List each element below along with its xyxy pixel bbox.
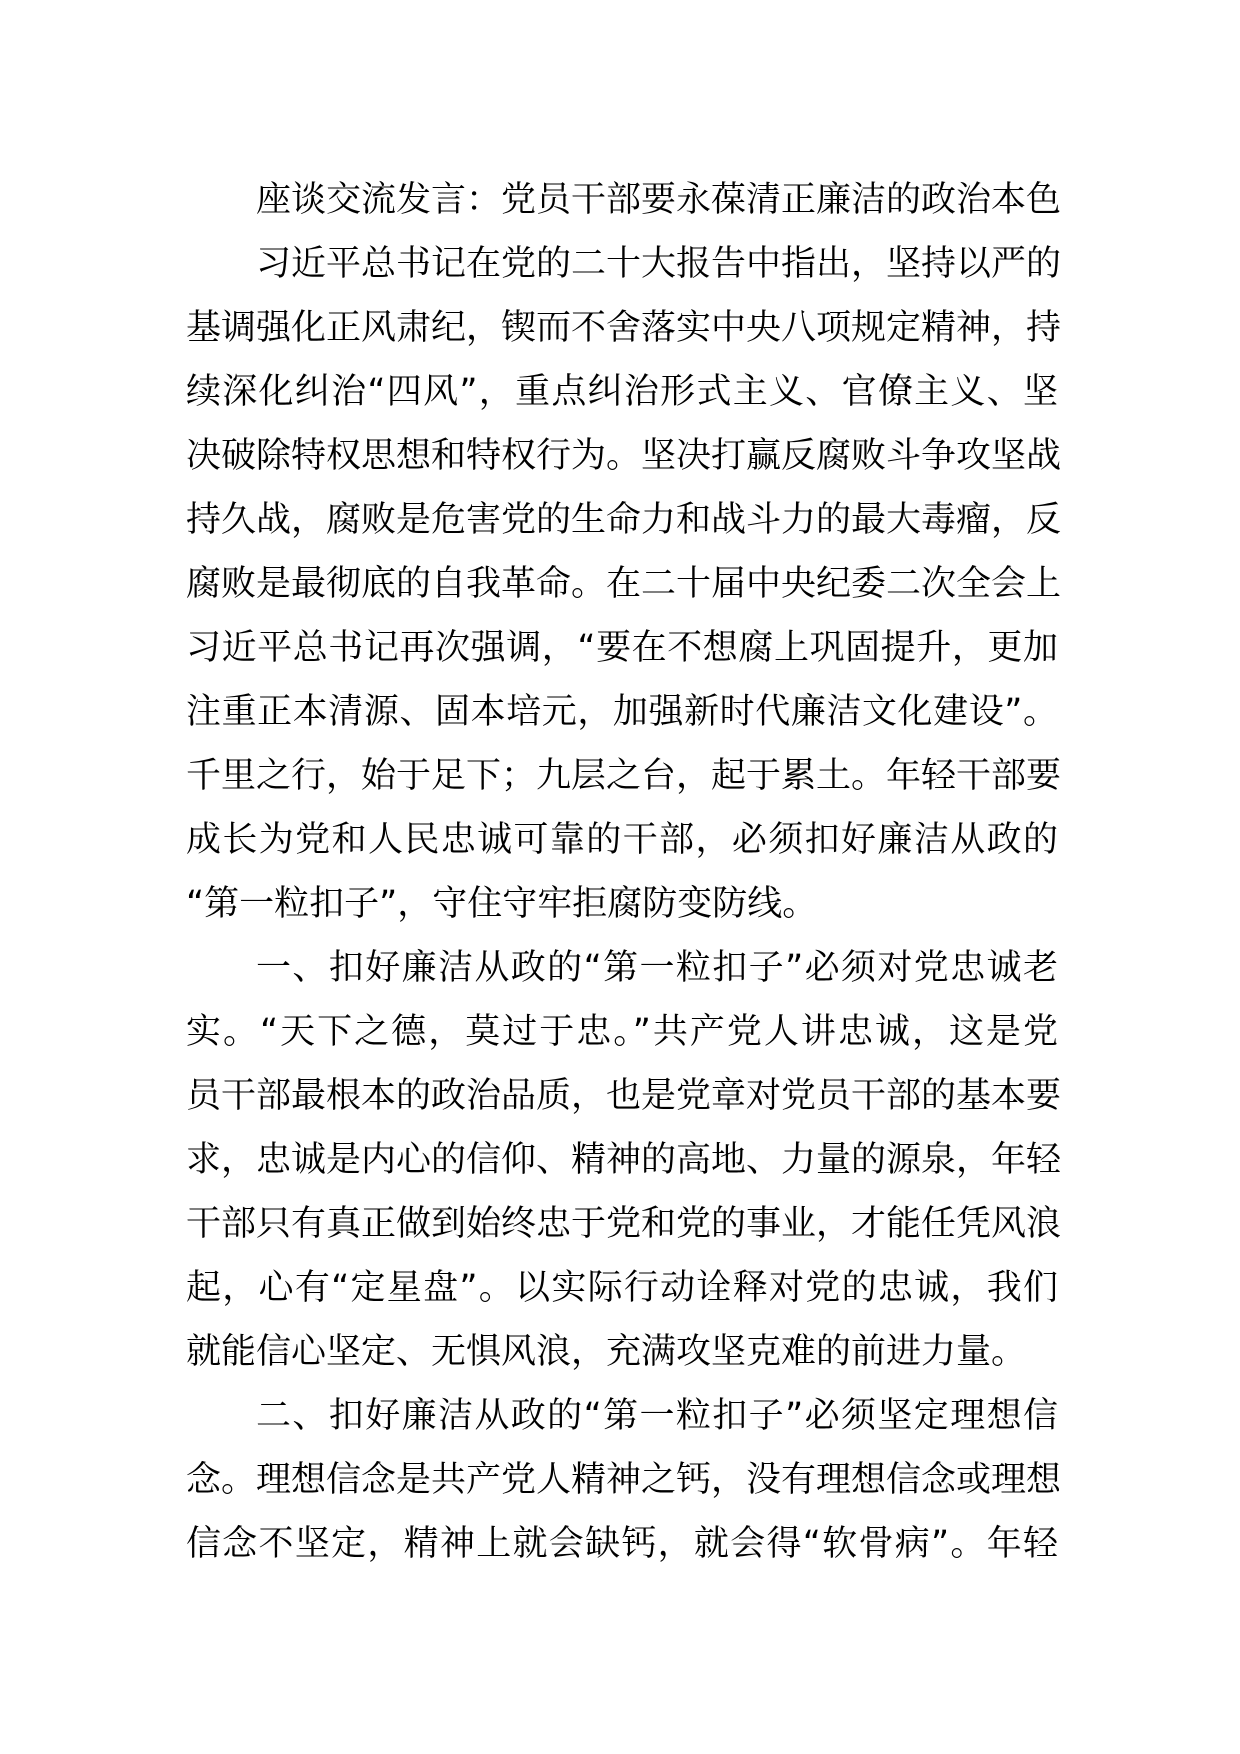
paragraph-line: 千里之行，始于足下；九层之台，起于累土。年轻干部要: [186, 756, 1062, 796]
paragraph-line: 续深化纠治“四风”，重点纠治形式主义、官僚主义、坚: [186, 372, 1058, 412]
paragraph-2: [186, 936, 1062, 1384]
paragraph-line: 成长为党和人民忠诚可靠的干部，必须扣好廉洁从政的: [186, 820, 1058, 860]
paragraph-line: 一、扣好廉洁从政的“第一粒扣子”必须对党忠诚老: [256, 948, 1058, 988]
paragraph-line: 就能信心坚定、无惧风浪，充满攻坚克难的前进力量。: [186, 1332, 1027, 1372]
paragraph-line: 基调强化正风肃纪，锲而不舍落实中央八项规定精神，持: [186, 308, 1062, 348]
paragraph-1: [186, 232, 1062, 936]
paragraph-line: 二、扣好廉洁从政的“第一粒扣子”必须坚定理想信: [256, 1396, 1058, 1436]
paragraph-3: [186, 1384, 1062, 1576]
paragraph-line: 习近平总书记再次强调，“要在不想腐上巩固提升，更加: [186, 628, 1058, 668]
paragraph-line: 决破除特权思想和特权行为。坚决打赢反腐败斗争攻坚战: [186, 436, 1062, 476]
document-body: [186, 168, 1062, 1576]
paragraph-line: 念。理想信念是共产党人精神之钙，没有理想信念或理想: [186, 1460, 1062, 1500]
paragraph-line: 信念不坚定，精神上就会缺钙，就会得“软骨病”。年轻: [186, 1524, 1058, 1564]
paragraph-line: 习近平总书记在党的二十大报告中指出，坚持以严的: [256, 244, 1062, 284]
paragraph-line: 求，忠诚是内心的信仰、精神的高地、力量的源泉，年轻: [186, 1140, 1062, 1180]
paragraph-line: “第一粒扣子”，守住守牢拒腐防变防线。: [186, 884, 818, 924]
paragraph-line: 腐败是最彻底的自我革命。在二十届中央纪委二次全会上: [186, 564, 1062, 604]
paragraph-line: 注重正本清源、固本培元，加强新时代廉洁文化建设”。: [186, 692, 1058, 732]
paragraph-line: 干部只有真正做到始终忠于党和党的事业，才能任凭风浪: [186, 1204, 1062, 1244]
paragraph-line: 实。“天下之德，莫过于忠。”共产党人讲忠诚，这是党: [186, 1012, 1058, 1052]
paragraph-line: 起，心有“定星盘”。以实际行动诠释对党的忠诚，我们: [186, 1268, 1058, 1308]
paragraph-line: 员干部最根本的政治品质，也是党章对党员干部的基本要: [186, 1076, 1062, 1116]
document-title: 座谈交流发言：党员干部要永葆清正廉洁的政治本色: [256, 180, 1062, 220]
paragraph-line: 持久战，腐败是危害党的生命力和战斗力的最大毒瘤，反: [186, 500, 1062, 540]
